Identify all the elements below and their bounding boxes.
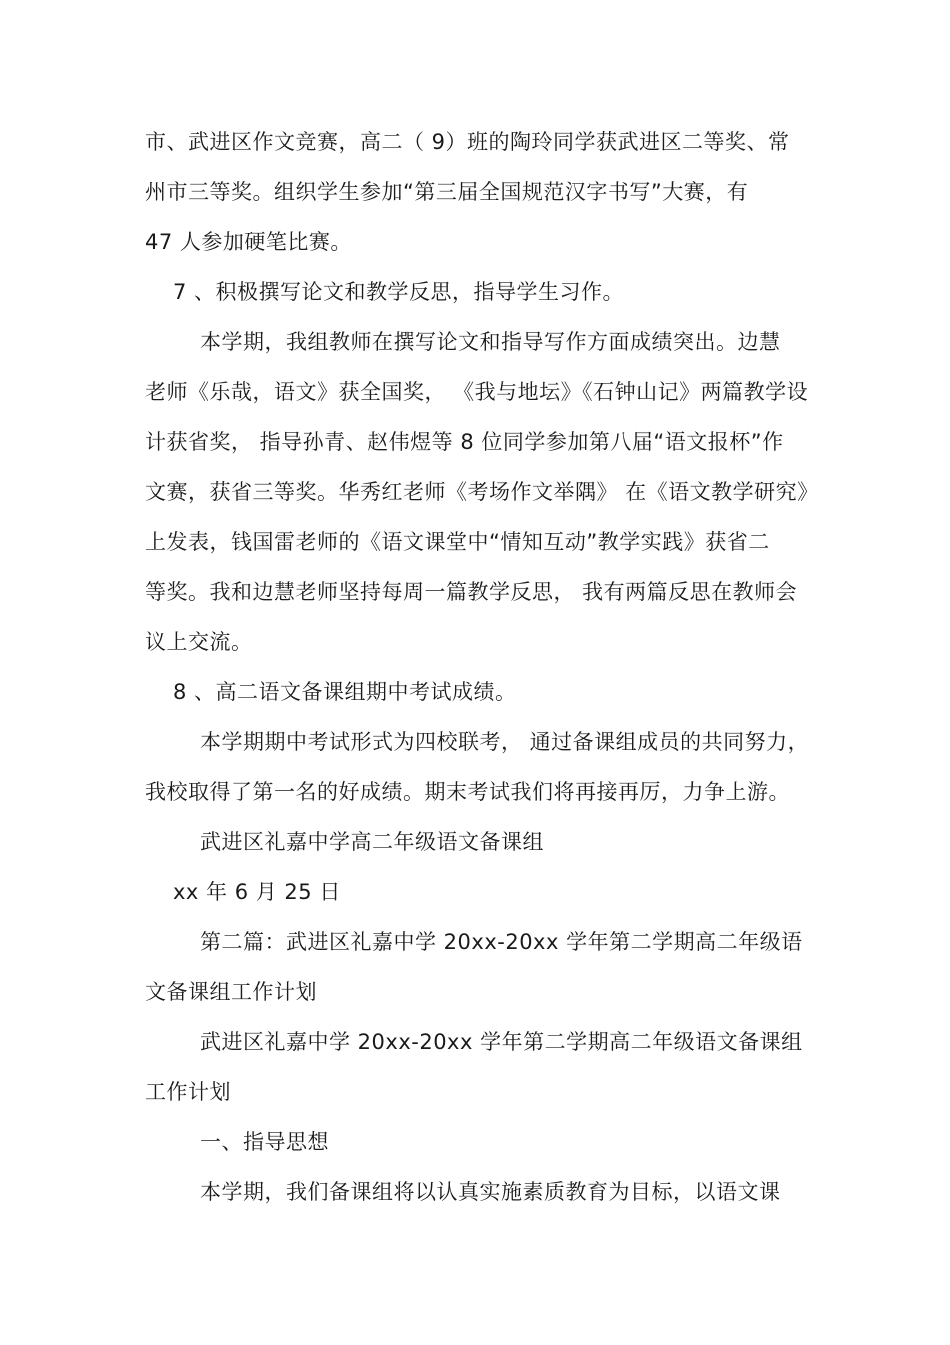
text-line: 等奖。我和边慧老师坚持每周一篇教学反思， 我有两篇反思在教师会 — [145, 580, 798, 604]
text-line: 老师《乐哉，语文》获全国奖， 《我与地坛》《石钟山记》两篇教学设 — [145, 380, 809, 404]
document-title: 工作计划 — [145, 1080, 231, 1104]
text-line: 本学期，我们备课组将以认真实施素质教育为目标，以语文课 — [200, 1180, 781, 1204]
text-line: 议上交流。 — [145, 630, 253, 654]
text-line: 我校取得了第一名的好成绩。期末考试我们将再接再厉，力争上游。 — [145, 780, 790, 804]
section-heading: 一、指导思想 — [200, 1130, 329, 1154]
section-heading: 7 、积极撰写论文和教学反思，指导学生习作。 — [173, 280, 625, 304]
text-line: 州市三等奖。组织学生参加“第三届全国规范汉字书写”大赛，有 — [145, 180, 749, 204]
document-title: 武进区礼嘉中学 20xx-20xx 学年第二学期高二年级语文备课组 — [200, 1030, 803, 1054]
text-line: 市、武进区作文竞赛，高二（ 9）班的陶玲同学获武进区二等奖、常 — [145, 130, 790, 154]
chapter-title: 文备课组工作计划 — [145, 980, 317, 1004]
signature-line: 武进区礼嘉中学高二年级语文备课组 — [200, 830, 544, 854]
text-line: 本学期，我组教师在撰写论文和指导写作方面成绩突出。边慧 — [200, 330, 781, 354]
text-line: 本学期期中考试形式为四校联考， 通过备课组成员的共同努力， — [200, 730, 810, 754]
date-line: xx 年 6 月 25 日 — [173, 880, 341, 904]
text-line: 计获省奖， 指导孙青、赵伟煜等 8 位同学参加第八届“语文报杯”作 — [145, 430, 784, 454]
text-line: 47 人参加硬笔比赛。 — [145, 230, 352, 254]
text-line: 上发表，钱国雷老师的《语文课堂中“情知互动”教学实践》获省二 — [145, 530, 770, 554]
section-heading: 8 、高二语文备课组期中考试成绩。 — [173, 680, 517, 704]
chapter-title: 第二篇：武进区礼嘉中学 20xx-20xx 学年第二学期高二年级语 — [200, 930, 803, 954]
text-line: 文赛，获省三等奖。华秀红老师《考场作文举隅》 在《语文教学研究》 — [145, 480, 819, 504]
